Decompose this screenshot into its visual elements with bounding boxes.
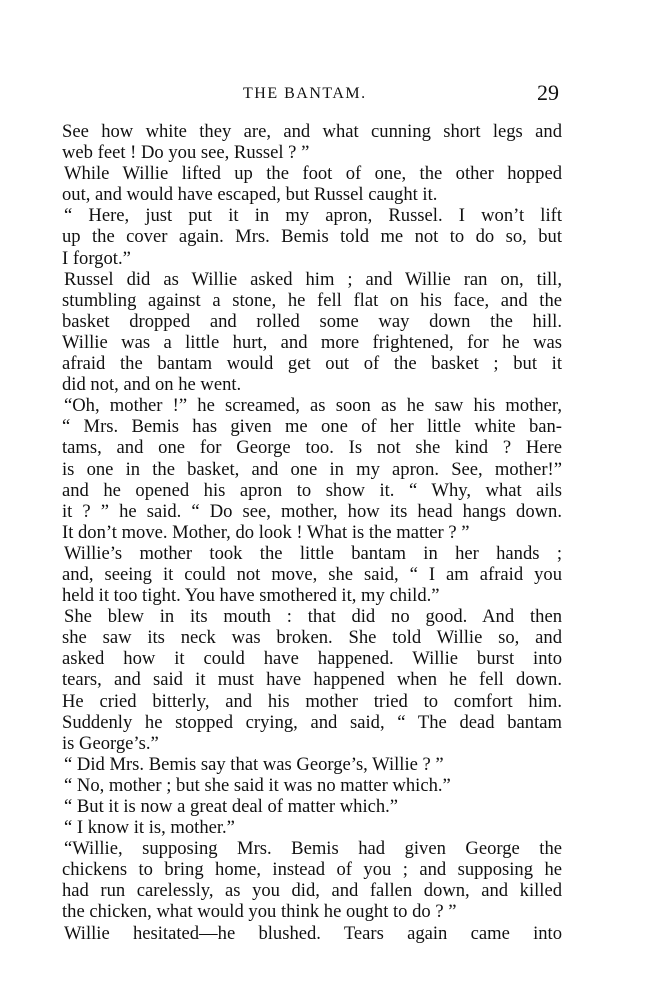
text-line: Willie’s mother took the little bantam in her hands ; [64,542,562,564]
text-line: “ No, mother ; but she said it was no matter which.” [64,774,451,796]
text-line: and, seeing it could not move, she said, “ I am afraid you [62,563,562,585]
text-line: web feet ! Do you see, Russel ? ” [62,142,310,164]
text-line: “ I know it is, mother.” [64,817,235,839]
text-line: the chicken, what would you think he ought to do ? ” [62,901,457,923]
text-line: Willie was a little hurt, and more frightened, for he was [62,331,562,353]
page-number: 29 [537,80,559,105]
text-line: See how white they are, and what cunning short legs and [62,121,562,142]
text-line: and he opened his apron to show it. “ Why, what ails [62,479,562,501]
text-line: it ? ” he said. “ Do see, mother, how its head hangs down. [62,500,562,522]
text-line: afraid the bantam would get out of the basket ; but it [62,353,562,375]
text-line: Willie hesitated—he blushed. Tears again came into [64,922,562,944]
text-line: basket dropped and rolled some way down the hill. [62,310,562,332]
running-title: THE BANTAM. [243,85,367,102]
text-line: held it too tight. You have smothered it, my child.” [62,585,440,607]
text-line: While Willie lifted up the foot of one, the other hopped [64,163,562,185]
text-line: “ But it is now a great deal of matter which.” [64,796,399,817]
text-line: out, and would have escaped, but Russel caught it. [62,184,438,206]
text-line: “Oh, mother !” he screamed, as soon as he saw his mother, [64,395,562,417]
text-line: is one in the basket, and one in my apron. See, mother!” [62,458,562,480]
text-line: tears, and said it must have happened when he fell down. [62,669,562,691]
text-line: chickens to bring home, instead of you ; and supposing he [62,859,562,881]
text-line: stumbling against a stone, he fell flat on his face, and the [62,289,562,311]
text-line: asked how it could have happened. Willie burst into [62,648,562,670]
text-line: did not, and on he went. [62,374,242,396]
running-header [0,80,653,110]
text-line: Suddenly he stopped crying, and said, “ The dead bantam [62,711,562,733]
text-line: Russel did as Willie asked him ; and Willie ran on, till, [64,268,562,290]
text-line: she saw its neck was broken. She told Willie so, and [62,627,562,649]
text-line: “ Mrs. Bemis has given me one of her little white ban- [62,416,562,438]
text-line: tams, and one for George too. Is not she kind ? Here [62,437,562,459]
text-line: “Willie, supposing Mrs. Bemis had given George the [64,838,562,860]
text-line: “ Did Mrs. Bemis say that was George’s, Willie ? ” [64,753,444,775]
text-line: I forgot.” [62,247,131,269]
text-line: He cried bitterly, and his mother tried to comfort him. [62,690,562,712]
body-text [62,121,562,944]
text-line: up the cover again. Mrs. Bemis told me not to do so, but [62,226,562,248]
text-line: is George’s.” [62,732,159,754]
text-line: had run carelessly, as you did, and fallen down, and killed [62,880,562,902]
text-line: “ Here, just put it in my apron, Russel. I won’t lift [64,205,562,227]
text-line: It don’t move. Mother, do look ! What is the matter ? ” [62,521,470,543]
text-line: She blew in its mouth : that did no good. And then [64,606,562,628]
